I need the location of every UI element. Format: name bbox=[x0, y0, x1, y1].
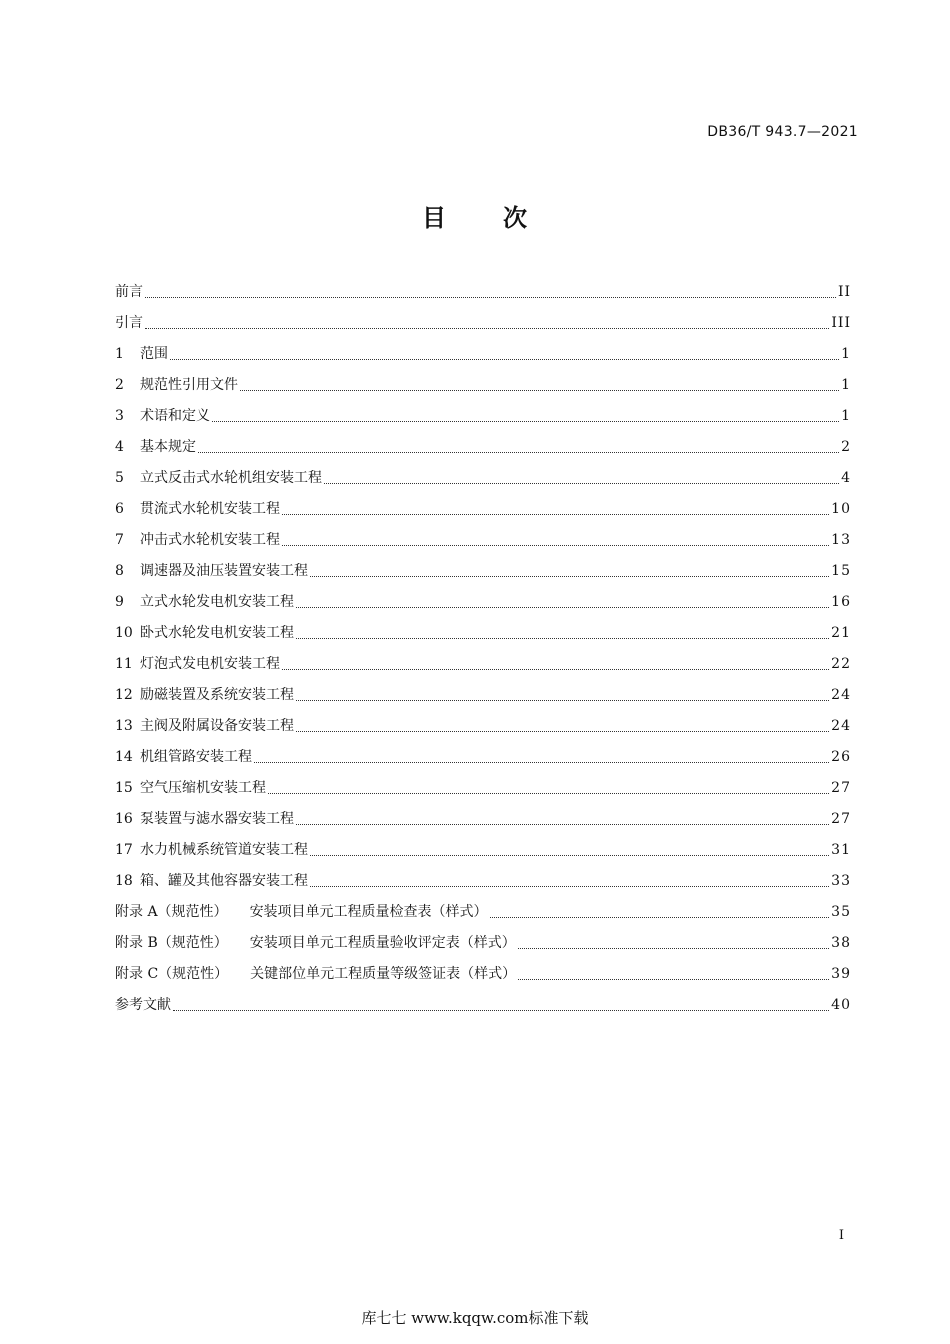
toc-dot-leader bbox=[310, 575, 829, 577]
title-char-1: 目 bbox=[422, 204, 447, 232]
toc-entry-label bbox=[115, 964, 516, 984]
toc-entry-number: 4 bbox=[115, 438, 124, 455]
toc-entry-page: 24 bbox=[831, 717, 851, 734]
toc-dot-leader bbox=[198, 451, 839, 453]
toc-entry-label-text: 箱、罐及其他容器安装工程 bbox=[140, 872, 308, 889]
toc-entry[interactable] bbox=[115, 524, 851, 555]
toc-dot-leader bbox=[296, 699, 829, 701]
toc-entry-label bbox=[140, 437, 196, 457]
toc-entry[interactable] bbox=[115, 617, 851, 648]
toc-dot-leader bbox=[296, 730, 829, 732]
toc-dot-leader bbox=[518, 978, 829, 980]
toc-entry[interactable] bbox=[115, 586, 851, 617]
toc-dot-leader bbox=[173, 1009, 829, 1011]
toc-entry-page: 21 bbox=[831, 624, 851, 641]
toc-entry-page: 1 bbox=[841, 345, 851, 362]
toc-entry-number: 3 bbox=[115, 407, 124, 424]
toc-entry-page: II bbox=[837, 283, 851, 300]
toc-entry-label-text: 参考文献 bbox=[115, 996, 171, 1013]
toc-entry-number: 10 bbox=[115, 624, 133, 641]
toc-dot-leader bbox=[282, 668, 829, 670]
toc-entry-page: 31 bbox=[831, 841, 851, 858]
toc-entry-label bbox=[115, 282, 143, 302]
toc-entry[interactable] bbox=[115, 648, 851, 679]
toc-entry-label-text: 机组管路安装工程 bbox=[140, 748, 252, 765]
toc-dot-leader bbox=[282, 544, 829, 546]
toc-entry-label bbox=[140, 840, 308, 860]
toc-entry-page: 27 bbox=[831, 810, 851, 827]
document-code: DB36/T 943.7—2021 bbox=[707, 124, 858, 140]
toc-entry-number: 6 bbox=[115, 500, 124, 517]
toc-entry-label-text: 主阀及附属设备安装工程 bbox=[140, 717, 294, 734]
toc-entry-label-text: 调速器及油压装置安装工程 bbox=[140, 562, 308, 579]
page-title bbox=[0, 198, 950, 233]
toc-entry-page: 38 bbox=[831, 934, 851, 951]
toc-entry[interactable] bbox=[115, 772, 851, 803]
toc-entry-page: 4 bbox=[841, 469, 851, 486]
toc-entry[interactable] bbox=[115, 803, 851, 834]
toc-entry[interactable] bbox=[115, 896, 851, 927]
toc-entry-label-text: 前言 bbox=[115, 283, 143, 300]
toc-entry[interactable] bbox=[115, 927, 851, 958]
toc-entry-number: 7 bbox=[115, 531, 124, 548]
toc-dot-leader bbox=[268, 792, 829, 794]
toc-entry-label-text: 术语和定义 bbox=[140, 407, 210, 424]
toc-entry-label-text: 励磁装置及系统安装工程 bbox=[140, 686, 294, 703]
toc-dot-leader bbox=[296, 606, 829, 608]
toc-entry-label bbox=[115, 313, 143, 333]
toc-entry-subtitle: 安装项目单元工程质量检查表（样式） bbox=[249, 903, 488, 920]
toc-entry-number: 16 bbox=[115, 810, 133, 827]
toc-entry-label-text: 卧式水轮发电机安装工程 bbox=[140, 624, 294, 641]
toc-entry-label-text: 引言 bbox=[115, 314, 143, 331]
toc-dot-leader bbox=[145, 327, 829, 329]
toc-entry[interactable] bbox=[115, 834, 851, 865]
toc-dot-leader bbox=[296, 637, 829, 639]
toc-entry[interactable] bbox=[115, 369, 851, 400]
toc-entry-label-text: 立式反击式水轮机组安装工程 bbox=[140, 469, 322, 486]
toc-entry[interactable] bbox=[115, 307, 851, 338]
toc-entry-page: 33 bbox=[831, 872, 851, 889]
toc-entry-label-text: 规范性引用文件 bbox=[140, 376, 238, 393]
toc-dot-leader bbox=[310, 885, 829, 887]
toc-entry[interactable] bbox=[115, 710, 851, 741]
toc-entry-label-text: 附录 A（规范性） bbox=[115, 903, 228, 920]
toc-entry-subtitle: 关键部位单元工程质量等级签证表（样式） bbox=[250, 965, 517, 982]
toc-entry-number: 5 bbox=[115, 469, 124, 486]
toc-entry-page: 26 bbox=[831, 748, 851, 765]
toc-entry-label-text: 立式水轮发电机安装工程 bbox=[140, 593, 294, 610]
toc-entry-label bbox=[140, 406, 210, 426]
toc-entry-label-text: 附录 B（规范性） bbox=[115, 934, 228, 951]
toc-entry-number: 11 bbox=[115, 655, 133, 672]
toc-entry-label bbox=[140, 778, 266, 798]
toc-entry-page: 22 bbox=[831, 655, 851, 672]
toc-entry-label-text: 灯泡式发电机安装工程 bbox=[140, 655, 280, 672]
toc-entry-page: 16 bbox=[831, 593, 851, 610]
toc-dot-leader bbox=[518, 947, 829, 949]
toc-dot-leader bbox=[310, 854, 829, 856]
toc-entry-label bbox=[140, 871, 308, 891]
toc-entry-label-text: 基本规定 bbox=[140, 438, 196, 455]
toc-entry-number: 15 bbox=[115, 779, 133, 796]
toc-entry-number: 13 bbox=[115, 717, 133, 734]
toc-entry-number: 18 bbox=[115, 872, 133, 889]
toc-dot-leader bbox=[490, 916, 830, 918]
toc-entry-number: 14 bbox=[115, 748, 133, 765]
title-char-2: 次 bbox=[503, 204, 528, 232]
toc-entry[interactable] bbox=[115, 865, 851, 896]
toc-entry-label bbox=[140, 375, 238, 395]
toc-entry-number: 2 bbox=[115, 376, 124, 393]
toc-entry[interactable] bbox=[115, 493, 851, 524]
toc-dot-leader bbox=[240, 389, 839, 391]
toc-entry-page: 27 bbox=[831, 779, 851, 796]
toc-entry-label bbox=[140, 716, 294, 736]
toc-entry-number: 17 bbox=[115, 841, 133, 858]
toc-entry[interactable] bbox=[115, 276, 851, 307]
toc-entry-number: 9 bbox=[115, 593, 124, 610]
toc-dot-leader bbox=[282, 513, 829, 515]
toc-entry-label-text: 空气压缩机安装工程 bbox=[140, 779, 266, 796]
toc-entry[interactable] bbox=[115, 555, 851, 586]
toc-entry-page: 2 bbox=[841, 438, 851, 455]
toc-entry-page: 24 bbox=[831, 686, 851, 703]
toc-entry-label-text: 水力机械系统管道安装工程 bbox=[140, 841, 308, 858]
toc-entry-label bbox=[115, 995, 171, 1015]
toc-entry-label bbox=[140, 561, 308, 581]
toc-entry-number: 1 bbox=[115, 345, 124, 362]
toc-entry-page: 13 bbox=[831, 531, 851, 548]
toc-dot-leader bbox=[324, 482, 839, 484]
toc-entry-page: 35 bbox=[831, 903, 851, 920]
toc-entry[interactable] bbox=[115, 741, 851, 772]
table-of-contents bbox=[115, 276, 851, 1020]
toc-entry-label bbox=[140, 685, 294, 705]
toc-entry-label-text: 附录 C（规范性） bbox=[115, 965, 229, 982]
toc-entry-label-text: 贯流式水轮机安装工程 bbox=[140, 500, 280, 517]
toc-entry-label bbox=[140, 747, 252, 767]
toc-entry-label bbox=[115, 902, 488, 922]
toc-entry[interactable] bbox=[115, 400, 851, 431]
page-number: I bbox=[838, 1228, 844, 1243]
toc-entry-label-text: 泵装置与滤水器安装工程 bbox=[140, 810, 294, 827]
toc-entry-label bbox=[140, 623, 294, 643]
toc-entry-label bbox=[140, 530, 280, 550]
toc-entry[interactable] bbox=[115, 679, 851, 710]
toc-entry-number: 8 bbox=[115, 562, 124, 579]
toc-entry-page: 10 bbox=[831, 500, 851, 517]
toc-entry-page: 1 bbox=[841, 407, 851, 424]
toc-entry[interactable] bbox=[115, 431, 851, 462]
toc-entry-label bbox=[140, 592, 294, 612]
toc-entry[interactable] bbox=[115, 338, 851, 369]
toc-entry-label bbox=[140, 344, 168, 364]
toc-dot-leader bbox=[296, 823, 829, 825]
toc-dot-leader bbox=[254, 761, 829, 763]
toc-entry-subtitle: 安装项目单元工程质量验收评定表（样式） bbox=[249, 934, 516, 951]
toc-entry-page: 1 bbox=[841, 376, 851, 393]
toc-entry-page: 15 bbox=[831, 562, 851, 579]
toc-entry[interactable] bbox=[115, 989, 851, 1020]
toc-entry-label bbox=[140, 654, 280, 674]
toc-entry-label bbox=[140, 809, 294, 829]
toc-entry-label-text: 范围 bbox=[140, 345, 168, 362]
toc-entry-label bbox=[115, 933, 516, 953]
toc-entry-label bbox=[140, 468, 322, 488]
toc-entry-page: III bbox=[831, 314, 851, 331]
toc-dot-leader bbox=[212, 420, 839, 422]
toc-entry[interactable] bbox=[115, 958, 851, 989]
toc-entry-label-text: 冲击式水轮机安装工程 bbox=[140, 531, 280, 548]
toc-dot-leader bbox=[145, 296, 836, 298]
toc-entry-page: 39 bbox=[831, 965, 851, 982]
toc-entry[interactable] bbox=[115, 462, 851, 493]
toc-dot-leader bbox=[170, 358, 839, 360]
toc-entry-label bbox=[140, 499, 280, 519]
toc-entry-page: 40 bbox=[831, 996, 851, 1013]
footer-watermark: 库七七 www.kqqw.com标准下载 bbox=[361, 1309, 589, 1327]
toc-entry-number: 12 bbox=[115, 686, 133, 703]
